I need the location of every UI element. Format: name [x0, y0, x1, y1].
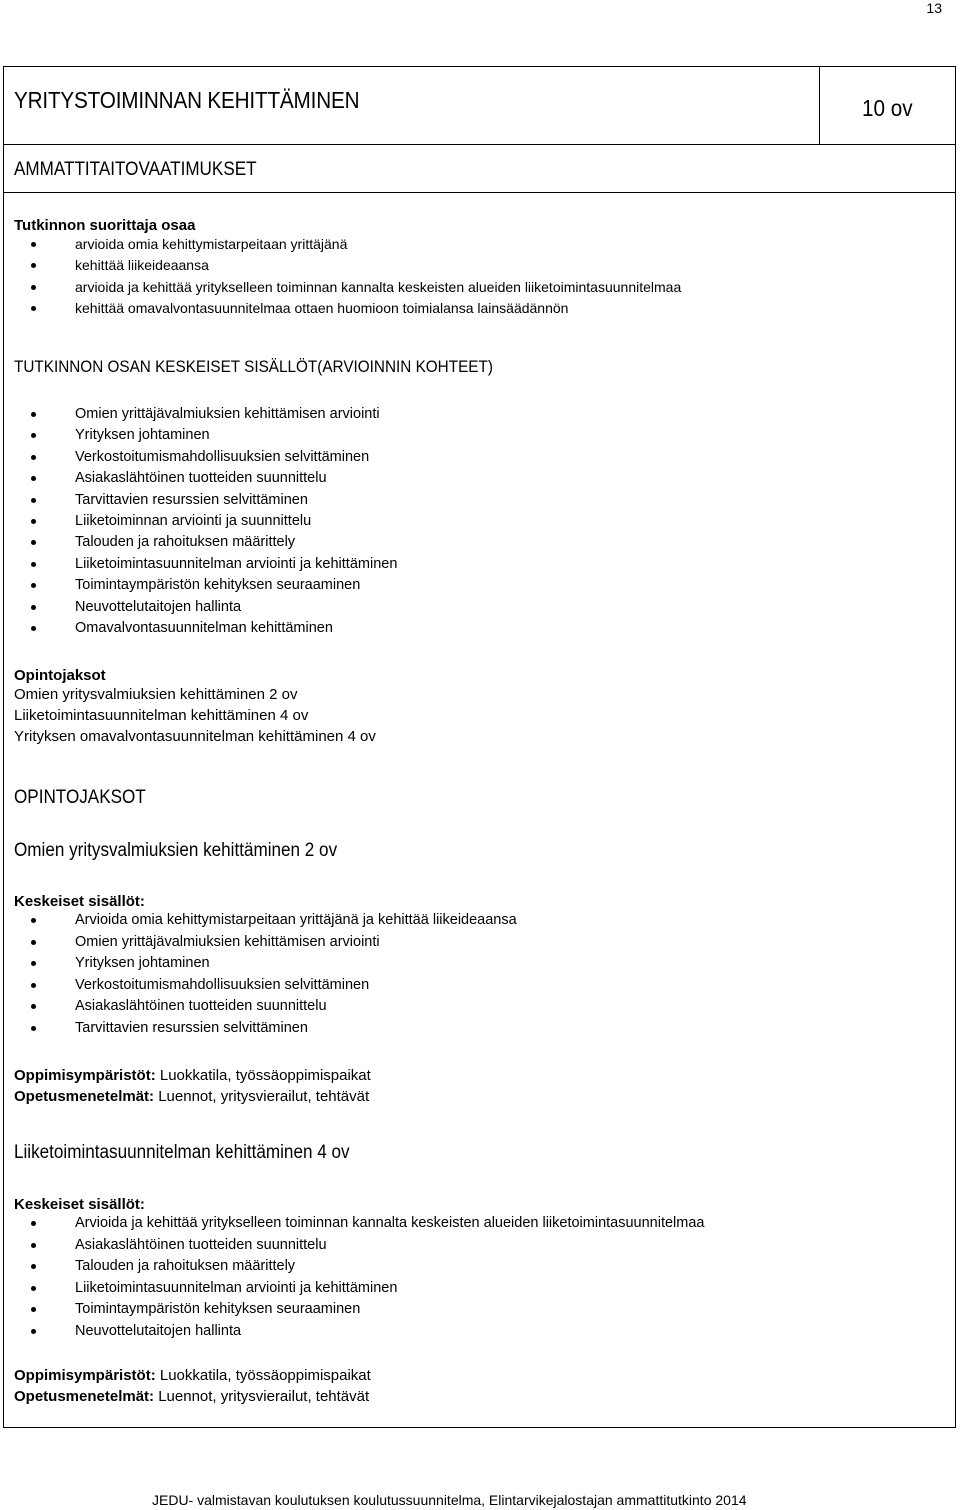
list-item: Verkostoitumismahdollisuuksien selvittäminen	[4, 975, 517, 997]
env-value: Luokkatila, työssäoppimispaikat	[155, 1367, 371, 1384]
study-units-summary	[14, 667, 376, 747]
list-item: kehittää omavalvontasuunnitelmaa ottaen huomioon toimialansa lainsäädännön	[4, 298, 681, 319]
unit-contents	[14, 893, 517, 1039]
unit-title-text: Omien yritysvalmiuksien kehittäminen 2 ov	[14, 840, 338, 861]
env-label: Oppimisympäristöt:	[14, 1367, 156, 1384]
module-frame	[3, 66, 956, 1428]
module-header	[4, 67, 955, 145]
list-item: Toimintaympäristön kehityksen seuraaminen	[4, 1299, 705, 1321]
core-contents-list	[4, 404, 546, 639]
list-item: Talouden ja rahoituksen määrittely	[4, 1256, 705, 1278]
unit-title	[14, 1142, 387, 1164]
list-item: Omien yrittäjävalmiuksien kehittämisen arviointi	[4, 932, 517, 954]
study-unit-line: Yrityksen omavalvontasuunnitelman kehittäminen 4 ov	[14, 728, 376, 745]
list-item: Arvioida omia kehittymistarpeitaan yrittäjänä ja kehittää liikeideaansa	[4, 910, 517, 932]
study-units-label: Opintojaksot	[14, 667, 106, 684]
unit-contents-list	[4, 1213, 705, 1342]
study-units-heading: OPINTOJAKSOT	[14, 787, 146, 808]
unit-title-text: Liiketoimintasuunnitelman kehittäminen 4 ov	[14, 1142, 350, 1163]
list-item: Tarvittavien resurssien selvittäminen	[4, 1018, 517, 1040]
unit-title	[14, 840, 373, 862]
requirements-header	[4, 144, 955, 193]
list-item: Talouden ja rahoituksen määrittely	[4, 532, 546, 553]
list-item: Neuvottelutaitojen hallinta	[4, 1321, 705, 1343]
list-item: kehittää liikeideaansa	[4, 255, 681, 276]
list-item: arvioida ja kehittää yritykselleen toiminnan kannalta keskeisten alueiden liiketoimintasuunnitelmaa	[4, 277, 681, 298]
learning-environment	[14, 1065, 371, 1086]
contents-label: Keskeiset sisällöt:	[14, 1196, 145, 1213]
list-item: Neuvottelutaitojen hallinta	[4, 597, 546, 618]
methods-value: Luennot, yritysvierailut, tehtävät	[154, 1388, 370, 1405]
learning-environment	[14, 1365, 371, 1386]
methods-value: Luennot, yritysvierailut, tehtävät	[154, 1088, 370, 1105]
study-unit-line: Omien yritysvalmiuksien kehittäminen 2 ov	[14, 686, 298, 703]
unit-environment	[14, 1365, 371, 1407]
page-footer: JEDU- valmistavan koulutuksen koulutussuunnitelma, Elintarvikejalostajan ammattitutkinto 2014	[152, 1492, 747, 1508]
contents-label: Keskeiset sisällöt:	[14, 893, 145, 910]
requirements-title: AMMATTITAITOVAATIMUKSET	[14, 159, 257, 180]
env-label: Oppimisympäristöt:	[14, 1067, 156, 1084]
methods-label: Opetusmenetelmät:	[14, 1388, 155, 1405]
list-item: Verkostoitumismahdollisuuksien selvittäminen	[4, 447, 546, 468]
requirements-list	[4, 234, 681, 319]
header-divider	[819, 67, 820, 144]
unit-contents-list	[4, 910, 517, 1039]
unit-contents	[14, 1196, 705, 1342]
module-title: YRITYSTOIMINNAN KEHITTÄMINEN	[14, 87, 360, 113]
requirements-intro: Tutkinnon suorittaja osaa	[14, 217, 196, 234]
requirements-section	[14, 217, 681, 319]
list-item: Liiketoimintasuunnitelman arviointi ja kehittäminen	[4, 1278, 705, 1300]
study-unit-line: Liiketoimintasuunnitelman kehittäminen 4 ov	[14, 707, 309, 724]
list-item: Yrityksen johtaminen	[4, 425, 546, 446]
list-item: Omien yrittäjävalmiuksien kehittämisen arviointi	[4, 404, 546, 425]
list-item: Omavalvontasuunnitelman kehittäminen	[4, 618, 546, 639]
module-credits: 10 ov	[862, 95, 913, 121]
list-item: Liiketoimintasuunnitelman arviointi ja kehittäminen	[4, 554, 546, 575]
list-item: Asiakaslähtöinen tuotteiden suunnittelu	[4, 996, 517, 1018]
methods-label: Opetusmenetelmät:	[14, 1088, 155, 1105]
core-contents-section	[14, 357, 546, 639]
teaching-methods	[14, 1086, 371, 1107]
unit-environment	[14, 1065, 371, 1107]
list-item: Tarvittavien resurssien selvittäminen	[4, 490, 546, 511]
list-item: Liiketoiminnan arviointi ja suunnittelu	[4, 511, 546, 532]
list-item: Yrityksen johtaminen	[4, 953, 517, 975]
teaching-methods	[14, 1386, 371, 1407]
list-item: Asiakaslähtöinen tuotteiden suunnittelu	[4, 1235, 705, 1257]
core-contents-heading: TUTKINNON OSAN KESKEISET SISÄLLÖT(ARVIOINNIN KOHTEET)	[14, 357, 493, 376]
list-item: Asiakaslähtöinen tuotteiden suunnittelu	[4, 468, 546, 489]
page-number: 13	[926, 0, 942, 16]
env-value: Luokkatila, työssäoppimispaikat	[155, 1067, 371, 1084]
list-item: Toimintaympäristön kehityksen seuraaminen	[4, 575, 546, 596]
list-item: Arvioida ja kehittää yritykselleen toiminnan kannalta keskeisten alueiden liiketoimintasuunnitelmaa	[4, 1213, 705, 1235]
list-item: arvioida omia kehittymistarpeitaan yrittäjänä	[4, 234, 681, 255]
